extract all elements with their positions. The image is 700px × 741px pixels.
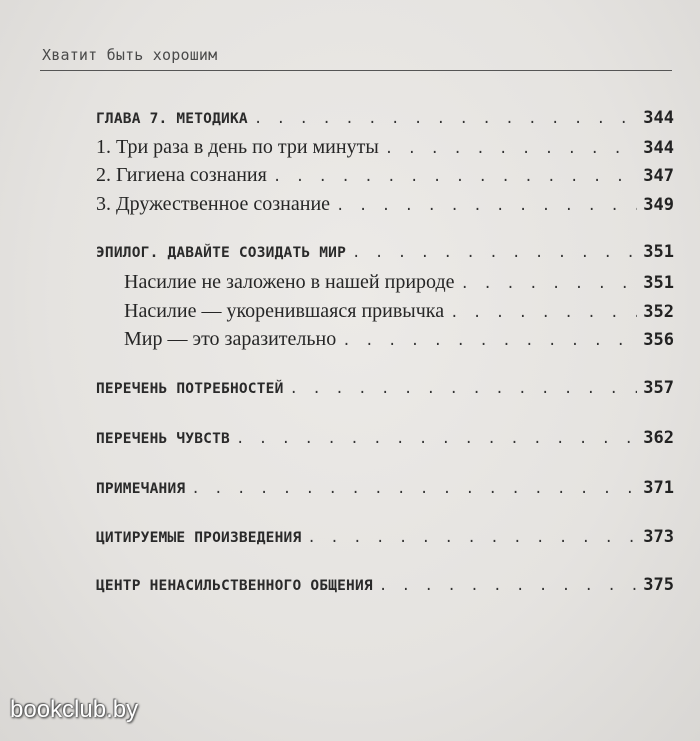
dot-leader bbox=[385, 141, 638, 157]
toc-entry-title: Насилие не заложено в нашей природе bbox=[124, 271, 455, 293]
toc-entry-page: 347 bbox=[643, 166, 674, 186]
dot-leader bbox=[461, 276, 638, 292]
toc-entry-title: ГЛАВА 7. МЕТОДИКА bbox=[96, 111, 248, 127]
toc-entry-page: 344 bbox=[643, 138, 674, 158]
toc-entry-page: 351 bbox=[643, 273, 674, 293]
toc-entry-page: 352 bbox=[643, 302, 674, 322]
toc-entry bbox=[96, 478, 674, 506]
toc-entry bbox=[96, 378, 674, 406]
toc-entry bbox=[96, 193, 674, 221]
toc-entry bbox=[96, 428, 674, 456]
toc-entry bbox=[96, 108, 674, 136]
running-head: Хватит быть хорошим bbox=[42, 46, 218, 64]
dot-leader bbox=[336, 198, 637, 214]
toc-entry bbox=[96, 136, 674, 164]
toc-entry-title: 3. Дружественное сознание bbox=[96, 193, 331, 215]
toc-entry-page: 349 bbox=[643, 195, 674, 215]
toc-entry bbox=[96, 575, 674, 603]
dot-leader bbox=[236, 431, 637, 447]
toc-entry-page: 356 bbox=[643, 330, 674, 350]
toc-entry bbox=[96, 164, 674, 192]
toc-entry-title: Насилие — укоренившаяся привычка bbox=[124, 300, 445, 322]
dot-leader bbox=[352, 245, 637, 261]
toc-entry-page: 344 bbox=[643, 108, 674, 128]
toc-entry bbox=[124, 300, 674, 328]
toc-entry-page: 371 bbox=[643, 478, 674, 498]
dot-leader bbox=[191, 481, 637, 497]
toc-entry-title: ПЕРЕЧЕНЬ ЧУВСТВ bbox=[96, 431, 230, 447]
toc-entry bbox=[124, 328, 674, 356]
toc-entry-page: 351 bbox=[643, 242, 674, 262]
toc-entry-title: Мир — это заразительно bbox=[124, 328, 337, 350]
toc-entry-page: 362 bbox=[643, 428, 674, 448]
toc-entry bbox=[96, 242, 674, 270]
toc-entry-title: ЦЕНТР НЕНАСИЛЬСТВЕННОГО ОБЩЕНИЯ bbox=[96, 578, 373, 594]
toc-entry-page: 375 bbox=[643, 575, 674, 595]
toc-entry-title: ПРИМЕЧАНИЯ bbox=[96, 481, 186, 497]
toc-entry-page: 357 bbox=[643, 378, 674, 398]
toc-entry-title: 2. Гигиена сознания bbox=[96, 164, 267, 186]
dot-leader bbox=[307, 530, 637, 546]
toc-entry-title: 1. Три раза в день по три минуты bbox=[96, 136, 379, 158]
dot-leader bbox=[273, 169, 637, 185]
toc-entry bbox=[96, 527, 674, 555]
site-watermark: bookclub.by bbox=[10, 696, 139, 723]
dot-leader bbox=[254, 111, 637, 127]
toc-entry-title: ЦИТИРУЕМЫЕ ПРОИЗВЕДЕНИЯ bbox=[96, 530, 302, 546]
toc-entry bbox=[124, 271, 674, 299]
dot-leader bbox=[290, 381, 638, 397]
dot-leader bbox=[379, 578, 637, 594]
dot-leader bbox=[450, 305, 637, 321]
toc-entry-page: 373 bbox=[643, 527, 674, 547]
toc-entry-title: ЭПИЛОГ. ДАВАЙТЕ СОЗИДАТЬ МИР bbox=[96, 245, 347, 261]
toc-entry-title: ПЕРЕЧЕНЬ ПОТРЕБНОСТЕЙ bbox=[96, 381, 284, 397]
dot-leader bbox=[342, 333, 637, 349]
